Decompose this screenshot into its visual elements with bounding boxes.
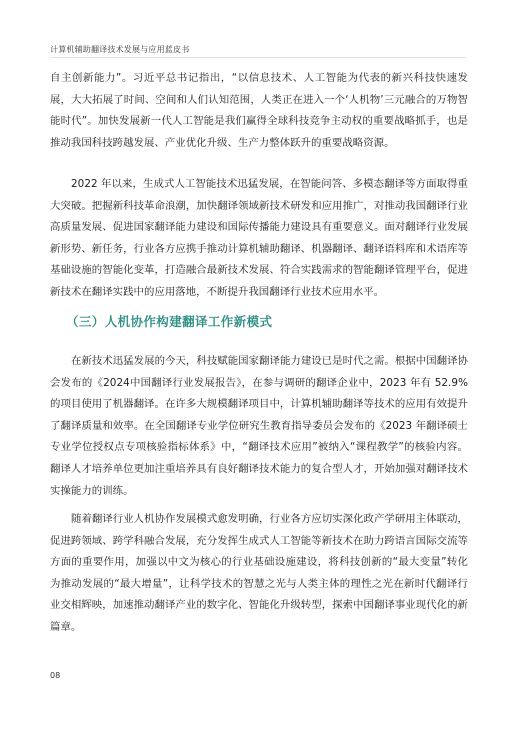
page-number: 08 xyxy=(50,671,61,680)
body-paragraph-1: 自主创新能力”。习近平总书记指出，“以信息技术、人工智能为代表的新兴科技快速发展，大大拓展了时间、空间和人们认知范围，人类正在进入一个‘人机物’三元融合的万物智能时代”。加快发展新一代人工智能是我们赢得全球科技竞争主动权的重要战略抓手，也是推动我国科技跨越发展、产业优化升级、生产力整体跃升的重要战略资源。 xyxy=(50,72,468,149)
body-paragraph-3: 在新技术迅猛发展的今天，科技赋能国家翻译能力建设已是时代之需。根据中国翻译协会发布的《2024中国翻译行业发展报告》，在参与调研的翻译企业中，2023 年有 52.9% 的项目使用了机器翻译。在许多大规模翻译项目中，计算机辅助翻译等技术的应用有效提升了翻译质量和效率。在全国翻译专业学位研究生教育指导委员会发布的《2023 年翻译硕士专业学位授权点专项核验指标体系》中，“翻译技术应用”被纳入“课程教学”的核验内容。翻译人才培养单位更加注重培养具有良好翻译技术能力的复合型人才，开始加强对翻译技术实操能力的训练。 xyxy=(50,355,468,497)
running-header: 计算机辅助翻译技术发展与应用蓝皮书 xyxy=(50,45,190,54)
body-paragraph-4: 随着翻译行业人机协作发展模式愈发明确，行业各方应切实深化政产学研用主体联动，促进跨领域、跨学科融合发展，充分发挥生成式人工智能等新技术在助力跨语言国际交流等方面的重要作用，加强以中文为核心的行业基础设施建设，将科技创新的“最大变量”转化为推动发展的“最大增量”，让科学技术的智慧之光与人类主体的理性之光在新时代翻译行业交相辉映，加速推动翻译产业的数字化、智能化升级转型，探索中国翻译事业现代化的新篇章。 xyxy=(50,513,468,633)
header-divider xyxy=(50,57,466,58)
body-paragraph-2: 2022 年以来，生成式人工智能技术迅猛发展，在智能问答、多模态翻译等方面取得重大突破。把握新科技革命浪潮，加快翻译领域新技术研发和应用推广，对推动我国翻译行业高质量发展、促进国家翻译能力建设和国际传播能力建设具有重要意义。面对翻译行业发展新形势、新任务，行业各方应携手推动计算机辅助翻译、机器翻译、翻译语料库和术语库等基础设施的智能化变革，打造融合最新技术发展、符合实践需求的智能翻译管理平台，促进新技术在翻译实践中的应用落地，不断提升我国翻译行业技术应用水平。 xyxy=(50,178,468,298)
section-heading: （三）人机协作构建翻译工作新模式 xyxy=(66,314,273,329)
